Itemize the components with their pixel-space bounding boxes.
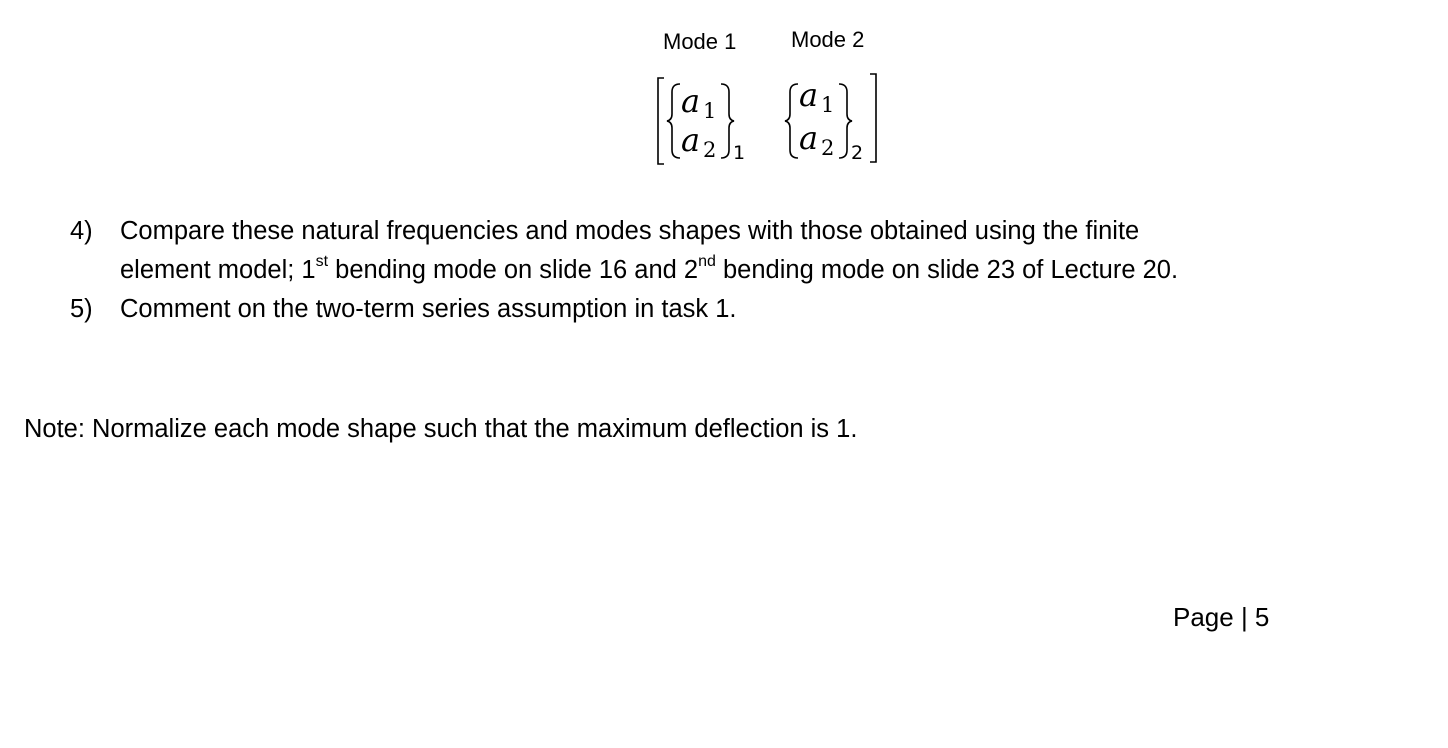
mode-2-label: Mode 2	[791, 27, 865, 52]
col1-left-brace	[667, 84, 680, 158]
list-item-number: 4)	[70, 217, 93, 245]
list-item-text-line-2	[120, 251, 1270, 290]
text-segment: bending mode on slide 16 and 2	[328, 256, 699, 284]
list-item-text-line-1: Comment on the two-term series assumption in task 1.	[120, 295, 737, 323]
col2-bottom-sub: 2	[821, 136, 835, 160]
col2-outer-sub: 2	[851, 142, 864, 164]
right-square-bracket	[870, 74, 876, 162]
col2-bottom-var: a	[799, 119, 819, 157]
col1-top-sub: 1	[703, 99, 717, 123]
col1-bottom-sub: 2	[703, 138, 717, 162]
list-item-text-line-1: Compare these natural frequencies and modes shapes with those obtained using the finite	[120, 217, 1140, 245]
list-item	[70, 290, 1270, 329]
cut-off-text-line	[122, 0, 1032, 4]
col1-top-var: a	[681, 82, 701, 120]
col1-outer-sub: 1	[733, 142, 746, 164]
page-number-footer: Page | 5	[1173, 602, 1270, 632]
mode-shape-matrix	[650, 70, 890, 170]
col2-top-var: a	[799, 76, 819, 114]
text-segment: element model; 1	[120, 256, 316, 284]
normalization-note: Note: Normalize each mode shape such that the maximum deflection is 1.	[24, 415, 858, 443]
mode-1-label: Mode 1	[663, 29, 737, 54]
col1-bottom-var: a	[681, 121, 701, 159]
task-list	[70, 212, 1270, 329]
text-segment: bending mode on slide 23 of Lecture 20.	[715, 256, 1179, 284]
list-item	[70, 212, 1270, 290]
ordinal-suffix: nd	[698, 252, 716, 270]
list-item-number: 5)	[70, 295, 93, 323]
col2-top-sub: 1	[821, 93, 835, 117]
col2-left-brace	[785, 84, 798, 158]
left-square-bracket	[658, 78, 664, 164]
ordinal-suffix: st	[315, 252, 329, 270]
